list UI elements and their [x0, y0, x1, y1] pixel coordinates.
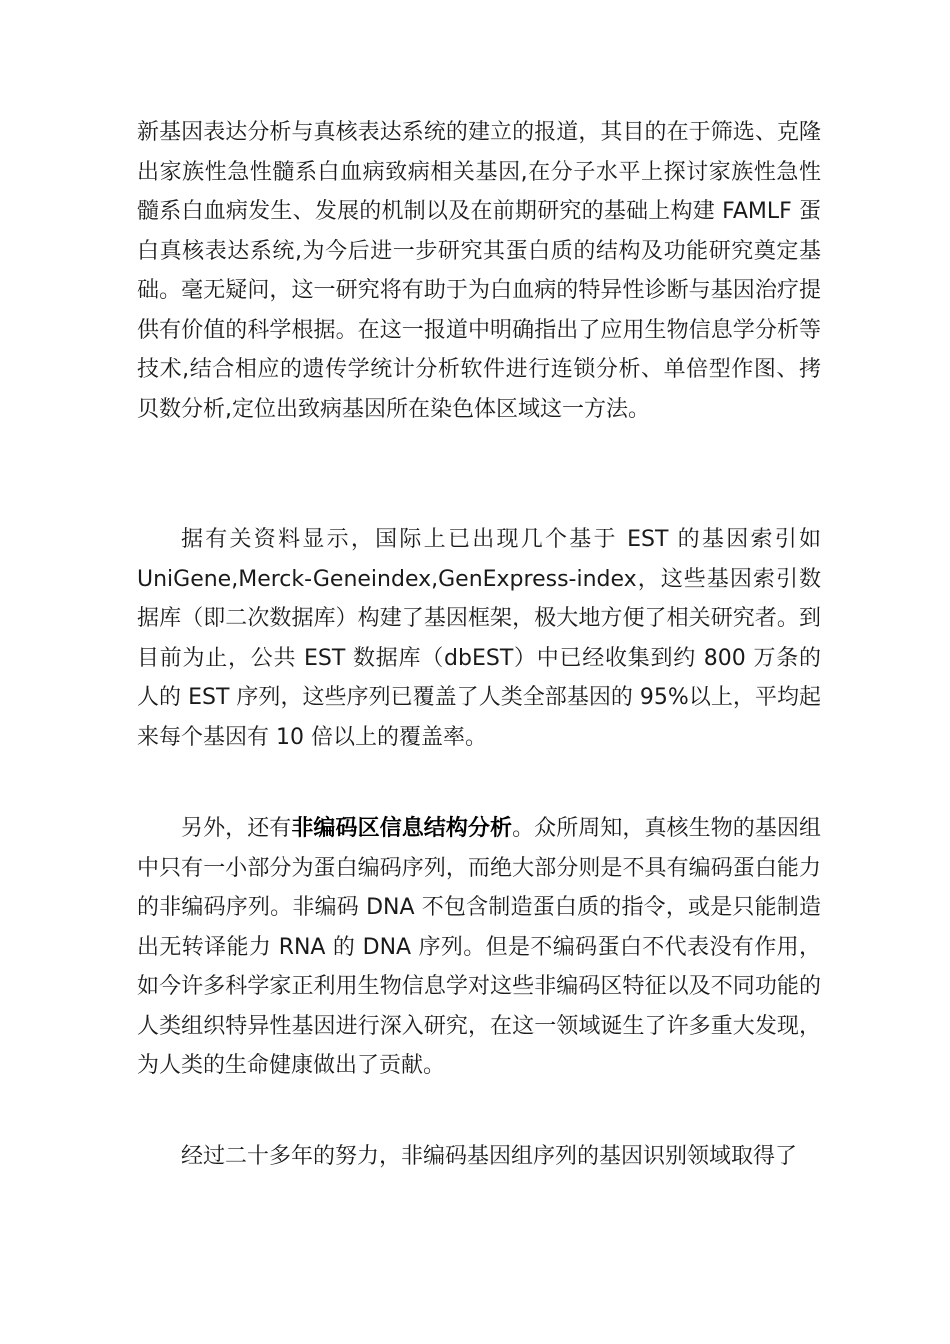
body-text: [137, 113, 821, 1177]
noncoding-bold-term: 非编码区信息结构分析: [291, 816, 513, 841]
noncoding-lead-text: 另外，还有: [181, 816, 292, 841]
paragraph-gene-recognition: 经过二十多年的努力，非编码基因组序列的基因识别领域取得了: [181, 1144, 798, 1169]
noncoding-rest-text: 。众所周知，真核生物的基因组中只有一小部分为蛋白编码序列，而绝大部分则是不具有编码蛋白能力的非编码序列。非编码 DNA 不包含制造蛋白质的指令，或是只能制造出无转译能力 RNA 的 DNA 序列。但是不编码蛋白不代表没有作用，如今许多科学家正利用生物信息学对这些非编码区特征以及不同功能的人类组织特异性基因进行深入研究，在这一领域诞生了许多重大发现，为人类的生命健康做出了贡献。: [137, 816, 821, 1078]
paragraph-est-index: 据有关资料显示，国际上已出现几个基于 EST 的基因索引如 UniGene,Merck-Geneindex,GenExpress-index，这些基因索引数据库（即二次数据库）构建了基因框架，极大地方便了相关研究者。到目前为止，公共 EST 数据库（dbEST）中已经收集到约 800 万条的人的 EST 序列，这些序列已覆盖了人类全部基因的 95%以上，平均起来每个基因有 10 倍以上的覆盖率。: [137, 527, 821, 750]
paragraph-famlf-study: 新基因表达分析与真核表达系统的建立的报道，其目的在于筛选、克隆出家族性急性髓系白血病致病相关基因,在分子水平上探讨家族性急性髓系白血病发生、发展的机制以及在前期研究的基础上构建 FAMLF 蛋白真核表达系统,为今后进一步研究其蛋白质的结构及功能研究奠定基础。毫无疑问，这一研究将有助于为白血病的特异性诊断与基因治疗提供有价值的科学根据。在这一报道中明确指出了应用生物信息学分析等技术,结合相应的遗传学统计分析软件进行连锁分析、单倍型作图、拷贝数分析,定位出致病基因所在染色体区域这一方法。: [137, 120, 821, 422]
paragraph-noncoding-analysis: [137, 809, 821, 1125]
